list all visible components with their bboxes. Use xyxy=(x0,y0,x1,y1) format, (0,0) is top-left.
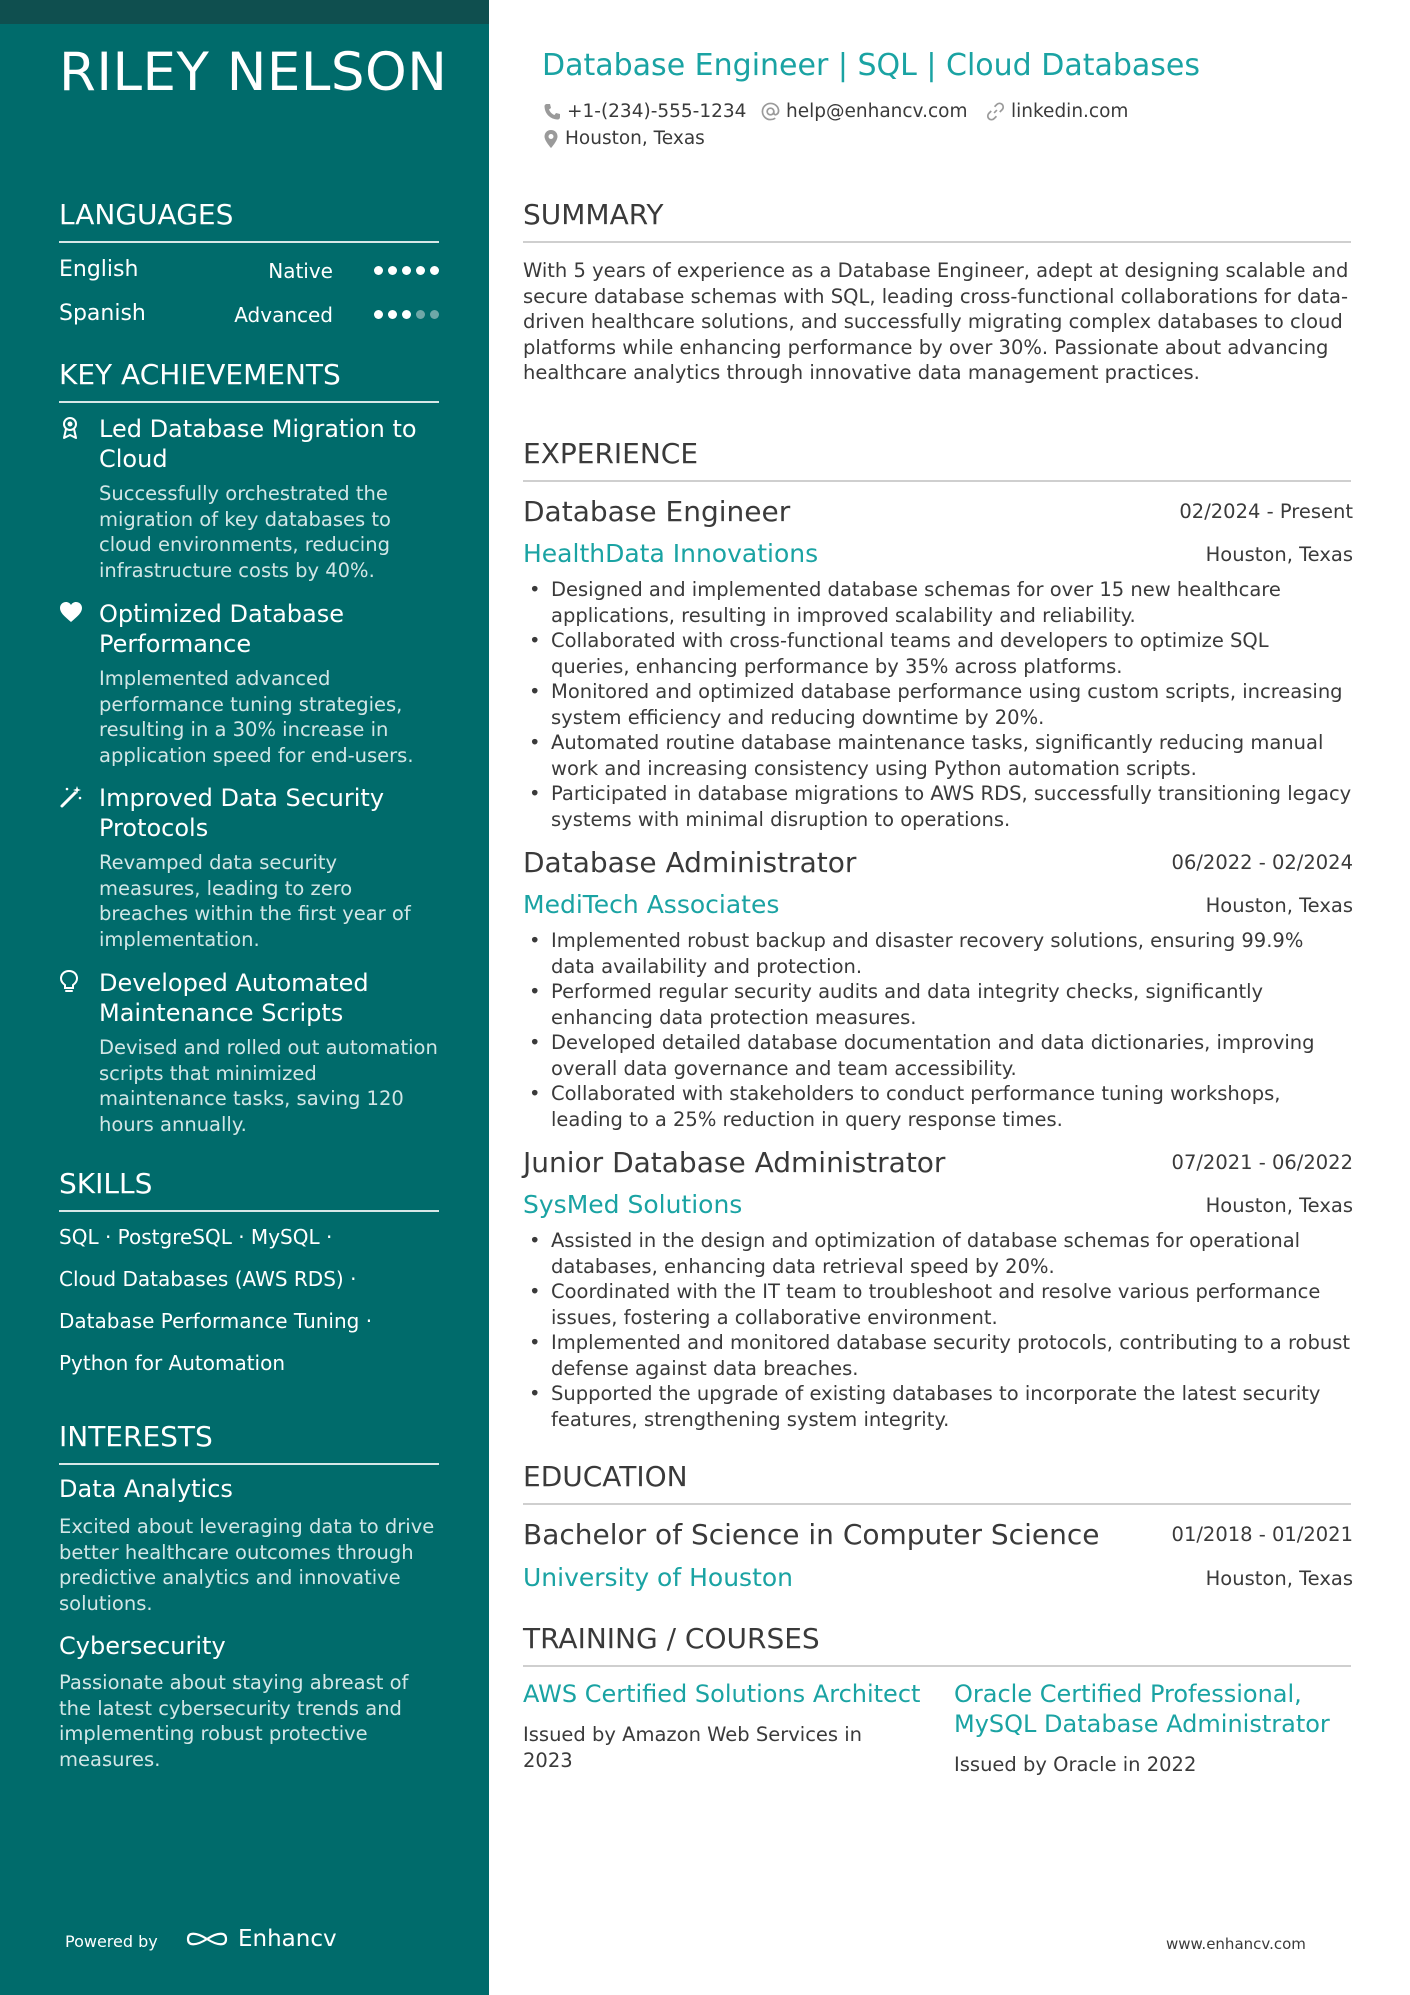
job-title: Database Engineer xyxy=(523,495,791,528)
course-title: Oracle Certified Professional, MySQL Database Administrator xyxy=(954,1680,1330,1738)
headline: Database Engineer | SQL | Cloud Databases xyxy=(542,48,1201,83)
interest-title: Cybersecurity xyxy=(59,1632,226,1660)
lightbulb-icon xyxy=(59,970,83,994)
course-title: AWS Certified Solutions Architect xyxy=(523,1680,921,1708)
experience-heading: EXPERIENCE xyxy=(523,437,1351,482)
achievement-title: Led Database Migration to Cloud xyxy=(99,415,417,473)
phone-contact[interactable] xyxy=(543,101,746,122)
education-location: Houston, Texas xyxy=(1205,1567,1353,1590)
job-dates: 07/2021 - 06/2022 xyxy=(1171,1151,1353,1174)
job-company: SysMed Solutions xyxy=(523,1190,743,1219)
skills-heading: SKILLS xyxy=(59,1167,439,1212)
training-heading: TRAINING / COURSES xyxy=(523,1622,1351,1667)
rating-dot xyxy=(402,310,411,319)
phone-text: +1-(234)-555-1234 xyxy=(567,101,747,122)
language-rating xyxy=(374,266,439,275)
skill-line: Cloud Databases (AWS RDS) · xyxy=(59,1267,357,1291)
award-icon xyxy=(59,416,83,440)
email-contact[interactable] xyxy=(761,101,967,122)
rating-dot xyxy=(416,266,425,275)
job-location: Houston, Texas xyxy=(1205,894,1353,917)
phone-icon xyxy=(543,103,561,121)
location-pin-icon xyxy=(543,129,559,149)
achievement-title: Optimized Database Performance xyxy=(99,600,344,658)
link-icon xyxy=(986,102,1005,121)
interests-heading: INTERESTS xyxy=(59,1420,439,1465)
job-bullet: • Performed regular security audits and data integrity checks, significantly enhancing data protection measures. xyxy=(523,979,1353,1030)
job-bullets xyxy=(523,577,1353,832)
magic-wand-icon xyxy=(59,785,83,809)
job-bullets xyxy=(523,928,1353,1132)
job-bullet: • Assisted in the design and optimization of database schemas for operational databases, enhancing data retrieval speed by 20%. xyxy=(523,1228,1353,1279)
enhancv-logo-icon xyxy=(184,1927,230,1951)
job-bullet: • Collaborated with stakeholders to conduct performance tuning workshops, leading to a 25% reduction in query response times. xyxy=(523,1081,1353,1132)
rating-dot xyxy=(402,266,411,275)
education-heading: EDUCATION xyxy=(523,1460,1351,1505)
enhancv-brand-name: Enhancv xyxy=(238,1926,337,1952)
job-location: Houston, Texas xyxy=(1205,543,1353,566)
education-dates: 01/2018 - 01/2021 xyxy=(1171,1523,1353,1546)
achievement-desc: Revamped data security measures, leading to zero breaches within the first year of implementation. xyxy=(99,851,411,951)
language-name: Spanish xyxy=(59,301,146,326)
heart-icon xyxy=(59,601,83,625)
candidate-name: RILEY NELSON xyxy=(59,42,448,103)
job-title: Database Administrator xyxy=(523,846,857,879)
job-bullet: • Designed and implemented database schemas for over 15 new healthcare applications, resulting in improved scalability and reliability. xyxy=(523,577,1353,628)
rating-dot xyxy=(430,266,439,275)
interest-desc: Passionate about staying abreast of the latest cybersecurity trends and implementing robust protective measures. xyxy=(59,1671,409,1771)
achievement-desc: Successfully orchestrated the migration of key databases to cloud environments, reducing infrastructure costs by 40%. xyxy=(99,482,391,582)
job-company: HealthData Innovations xyxy=(523,539,819,568)
language-rating xyxy=(374,310,439,319)
rating-dot xyxy=(388,266,397,275)
education-degree: Bachelor of Science in Computer Science xyxy=(523,1518,1100,1551)
languages-heading: LANGUAGES xyxy=(59,198,439,243)
achievement-desc: Devised and rolled out automation scripts that minimized maintenance tasks, saving 120 hours annually. xyxy=(99,1036,438,1136)
at-icon xyxy=(761,102,780,121)
language-row xyxy=(59,301,439,331)
link-text: linkedin.com xyxy=(1011,101,1129,122)
website-link[interactable]: www.enhancv.com xyxy=(1166,1935,1306,1953)
job-bullet: • Supported the upgrade of existing databases to incorporate the latest security features, strengthening system integrity. xyxy=(523,1381,1353,1432)
course-desc: Issued by Amazon Web Services in 2023 xyxy=(523,1723,863,1772)
sidebar xyxy=(0,0,489,1995)
achievement-title: Improved Data Security Protocols xyxy=(99,784,385,842)
language-name: English xyxy=(59,257,139,282)
interest-desc: Excited about leveraging data to drive better healthcare outcomes through predictive analytics and innovative solutions. xyxy=(59,1515,435,1615)
achievement-title: Developed Automated Maintenance Scripts xyxy=(99,969,369,1027)
rating-dot xyxy=(388,310,397,319)
location-contact xyxy=(543,128,705,149)
rating-dot-empty xyxy=(430,310,439,319)
location-text: Houston, Texas xyxy=(565,128,705,149)
job-bullet: • Participated in database migrations to AWS RDS, successfully transitioning legacy systems with minimal disruption to operations. xyxy=(523,781,1353,832)
job-bullet: • Developed detailed database documentation and data dictionaries, improving overall data governance and team accessibility. xyxy=(523,1030,1353,1081)
rating-dot xyxy=(374,310,383,319)
course-desc: Issued by Oracle in 2022 xyxy=(954,1753,1197,1776)
interest-title: Data Analytics xyxy=(59,1475,233,1503)
language-level: Native xyxy=(268,259,333,283)
rating-dot xyxy=(374,266,383,275)
email-text: help@enhancv.com xyxy=(786,101,968,122)
rating-dot-empty xyxy=(416,310,425,319)
summary-text: With 5 years of experience as a Database Engineer, adept at designing scalable and secure database schemas with SQL, leading cross-functional collaborations for data-driven healthcare solutions, and successfully migrating complex databases to cloud platforms while enhancing performance by over 30%. Passionate about advancing healthcare analytics through innovative data management practices. xyxy=(523,259,1349,384)
language-row xyxy=(59,257,439,287)
job-dates: 06/2022 - 02/2024 xyxy=(1171,851,1353,874)
education-school: University of Houston xyxy=(523,1563,794,1592)
job-bullet: • Collaborated with cross-functional teams and developers to optimize SQL queries, enhancing performance by 35% across platforms. xyxy=(523,628,1353,679)
language-level: Advanced xyxy=(234,303,333,327)
job-bullets xyxy=(523,1228,1353,1432)
sidebar-top-strip xyxy=(0,0,489,24)
job-location: Houston, Texas xyxy=(1205,1194,1353,1217)
achievement-desc: Implemented advanced performance tuning strategies, resulting in a 30% increase in application speed for end-users. xyxy=(99,667,414,767)
enhancv-logo[interactable] xyxy=(184,1926,337,1952)
skill-line: Database Performance Tuning · xyxy=(59,1309,373,1333)
achievements-heading: KEY ACHIEVEMENTS xyxy=(59,358,439,403)
job-title: Junior Database Administrator xyxy=(523,1146,946,1179)
skill-line: SQL · PostgreSQL · MySQL · xyxy=(59,1225,333,1249)
job-company: MediTech Associates xyxy=(523,890,780,919)
summary-heading: SUMMARY xyxy=(523,198,1351,243)
powered-by-label: Powered by xyxy=(65,1932,158,1951)
job-bullet: • Monitored and optimized database performance using custom scripts, increasing system efficiency and reducing downtime by 20%. xyxy=(523,679,1353,730)
job-bullet: • Implemented robust backup and disaster recovery solutions, ensuring 99.9% data availability and protection. xyxy=(523,928,1353,979)
job-dates: 02/2024 - Present xyxy=(1179,500,1353,523)
link-contact[interactable] xyxy=(986,101,1128,122)
job-bullet: • Automated routine database maintenance tasks, significantly reducing manual work and increasing consistency using Python automation scripts. xyxy=(523,730,1353,781)
skill-line: Python for Automation xyxy=(59,1351,286,1375)
job-bullet: • Coordinated with the IT team to troubleshoot and resolve various performance issues, fostering a collaborative environment. xyxy=(523,1279,1353,1330)
job-bullet: • Implemented and monitored database security protocols, contributing to a robust defense against data breaches. xyxy=(523,1330,1353,1381)
